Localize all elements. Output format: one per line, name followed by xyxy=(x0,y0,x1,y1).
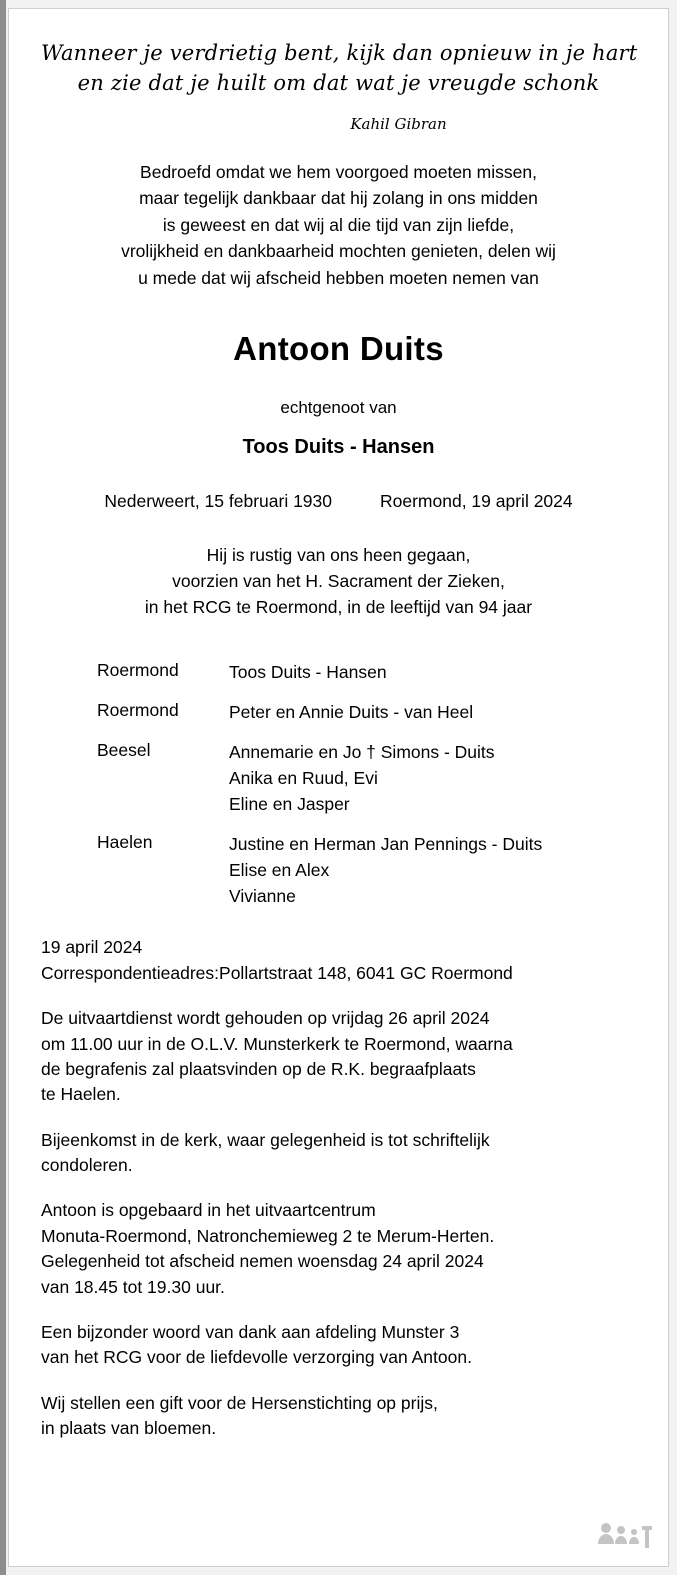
monuta-logo-icon xyxy=(594,1514,656,1558)
family-row xyxy=(97,740,636,818)
family-name: Eline en Jasper xyxy=(229,793,350,814)
intro-text xyxy=(41,159,636,292)
condolence-line-2: condoleren. xyxy=(41,1155,133,1176)
thanks-paragraph xyxy=(41,1320,636,1371)
family-row xyxy=(97,700,636,726)
family-names xyxy=(229,660,387,686)
family-names xyxy=(229,832,542,910)
quote-line-1: Wanneer je verdrietig bent, kijk dan opnieuw in je hart xyxy=(41,41,638,65)
viewing-line-2: Monuta-Roermond, Natronchemieweg 2 te Merum-Herten. xyxy=(41,1225,495,1246)
family-name: Justine en Herman Jan Pennings - Duits xyxy=(229,833,543,854)
family-name: Vivianne xyxy=(229,885,296,906)
donation-line-1: Wij stellen een gift voor de Hersenstichting op prijs, xyxy=(41,1392,438,1413)
family-name: Elise en Alex xyxy=(229,859,330,880)
service-line-1: De uitvaartdienst wordt gehouden op vrijdag 26 april 2024 xyxy=(41,1008,490,1029)
viewing-line-3: Gelegenheid tot afscheid nemen woensdag 24 april 2024 xyxy=(41,1251,484,1272)
intro-line-1: Bedroefd omdat we hem voorgoed moeten missen, xyxy=(140,161,537,182)
relation-label: echtgenoot van xyxy=(280,397,397,417)
correspondence-block xyxy=(41,935,636,986)
condolence-paragraph xyxy=(41,1128,636,1179)
donation-paragraph xyxy=(41,1391,636,1442)
family-name: Annemarie en Jo † Simons - Duits xyxy=(229,742,495,763)
passing-line-2: voorzien van het H. Sacrament der Zieken, xyxy=(172,570,505,591)
family-name: Toos Duits - Hansen xyxy=(229,662,387,683)
quote-author: Kahil Gibran xyxy=(350,114,447,133)
family-place: Haelen xyxy=(97,831,153,852)
viewing-paragraph xyxy=(41,1198,636,1300)
passing-line-1: Hij is rustig van ons heen gegaan, xyxy=(206,544,471,565)
service-line-2: om 11.00 uur in de O.L.V. Munsterkerk te Roermond, waarna xyxy=(41,1033,513,1054)
passing-line-3: in het RCG te Roermond, in de leeftijd van 94 jaar xyxy=(144,597,533,618)
thanks-line-2: van het RCG voor de liefdevolle verzorging van Antoon. xyxy=(41,1347,472,1368)
deceased-name: Antoon Duits xyxy=(233,329,444,367)
correspondence-address: Correspondentieadres:Pollartstraat 148, 6041 GC Roermond xyxy=(41,962,513,983)
spouse-name: Toos Duits - Hansen xyxy=(242,435,435,458)
quote-line-2: en zie dat je huilt om dat wat je vreugde schonk xyxy=(77,70,600,95)
service-paragraph xyxy=(41,1006,636,1108)
family-name: Anika en Ruud, Evi xyxy=(229,768,378,789)
family-place: Roermond xyxy=(97,660,179,681)
viewing-line-1: Antoon is opgebaard in het uitvaartcentrum xyxy=(41,1200,376,1221)
passing-text xyxy=(41,542,636,621)
life-dates xyxy=(41,491,636,512)
viewing-line-4: van 18.45 tot 19.30 uur. xyxy=(41,1276,225,1297)
family-place: Beesel xyxy=(97,740,151,761)
family-name: Peter en Annie Duits - van Heel xyxy=(229,702,474,723)
death-date: Roermond, 19 april 2024 xyxy=(380,490,573,511)
intro-line-3: is geweest en dat wij al die tijd van zijn liefde, xyxy=(162,214,515,235)
intro-line-4: vrolijkheid en dankbaarheid mochten genieten, delen wij xyxy=(121,241,556,262)
obituary-card xyxy=(8,8,669,1567)
family-names xyxy=(229,700,473,726)
quote-block xyxy=(41,9,636,99)
family-row xyxy=(97,832,636,910)
correspondence-date: 19 april 2024 xyxy=(41,937,143,958)
donation-line-2: in plaats van bloemen. xyxy=(41,1418,217,1439)
condolence-line-1: Bijeenkomst in de kerk, waar gelegenheid is tot schriftelijk xyxy=(41,1129,490,1150)
family-list xyxy=(41,660,636,909)
family-names xyxy=(229,740,495,818)
family-place: Roermond xyxy=(97,700,179,721)
service-line-4: te Haelen. xyxy=(41,1084,121,1105)
intro-line-5: u mede dat wij afscheid hebben moeten nemen van xyxy=(138,268,539,288)
service-line-3: de begrafenis zal plaatsvinden op de R.K. begraafplaats xyxy=(41,1058,476,1079)
birth-date: Nederweert, 15 februari 1930 xyxy=(104,490,332,511)
intro-line-2: maar tegelijk dankbaar dat hij zolang in ons midden xyxy=(139,188,538,209)
thanks-line-1: Een bijzonder woord van dank aan afdeling Munster 3 xyxy=(41,1321,460,1342)
family-row xyxy=(97,660,636,686)
